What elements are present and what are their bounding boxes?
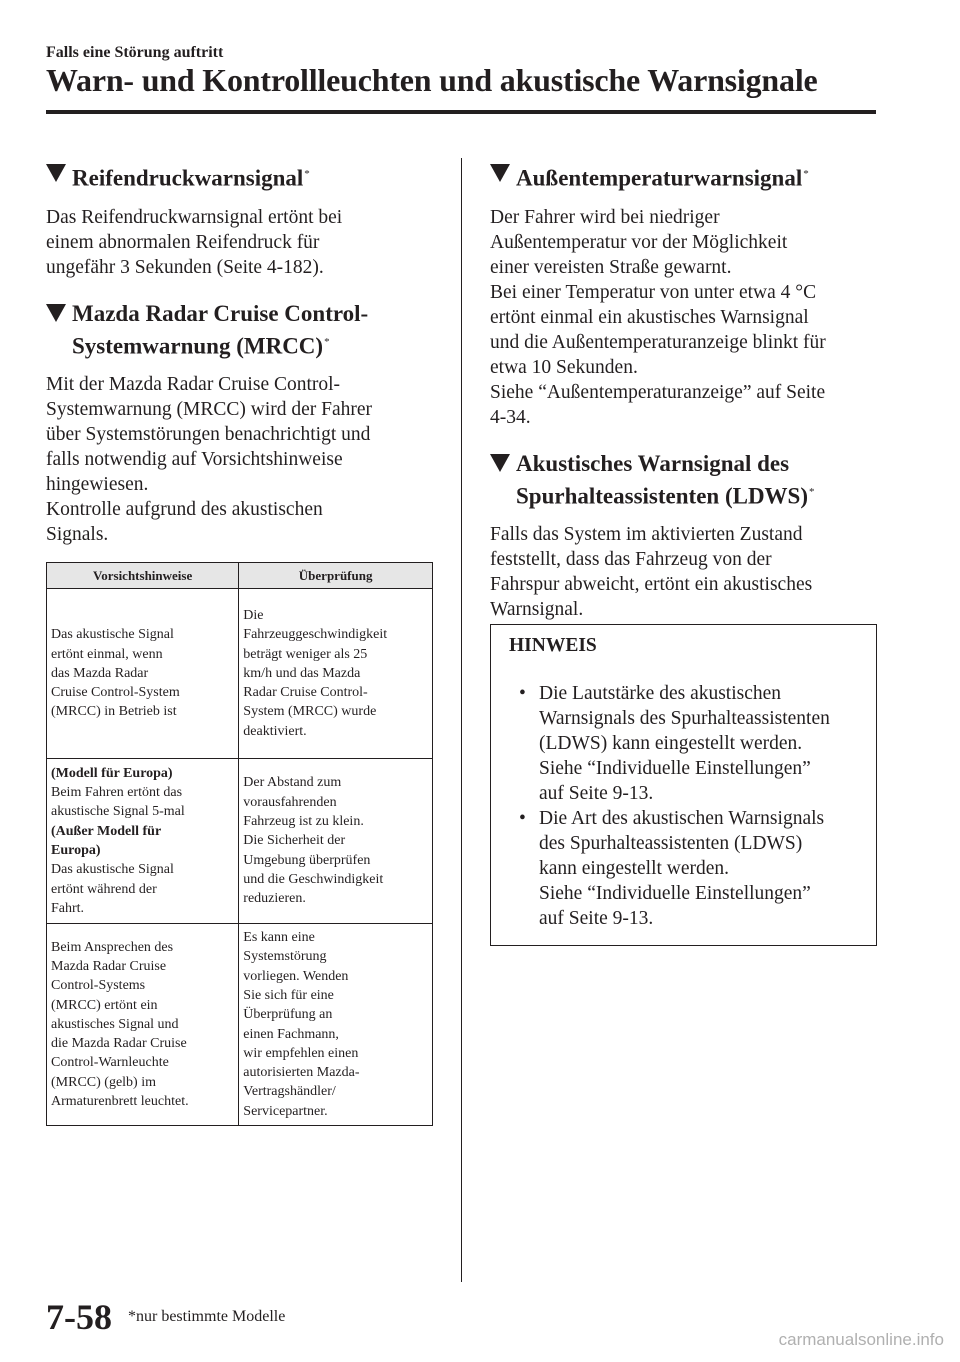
note-item: • Die Art des akustischen Warnsignals des Spurhalteassistenten (LDWS) kann eingestellt werden. Siehe “Individuelle Einstellungen” auf Seite 9-13. — [519, 808, 825, 929]
table-row — [47, 924, 433, 1126]
table-cell: Beim Ansprechen des Mazda Radar Cruise Control-Systems (MRCC) ertönt ein akustisches Signal und die Mazda Radar Cruise Control-Warnleuchte (MRCC) (gelb) im Armaturenbrett leuchtet. — [47, 924, 239, 1126]
right-column — [490, 160, 882, 642]
section-body-aussentemperatur: Der Fahrer wird bei niedriger Außentemperatur vor der Möglichkeit einer vereisten Straße gewarnt. Bei einer Temperatur von unter etwa 4 °C ertönt einmal ein akustisches Warnsignal und die Außentemperaturanzeige blinkt für etwa 10 Sekunden. Siehe “Außentemperaturanzeige” auf Seite 4-34. — [490, 206, 826, 428]
section-body-mrcc: Mit der Mazda Radar Cruise Control- Systemwarnung (MRCC) wird der Fahrer über Systemstörungen benachrichtigt und falls notwendig auf Vorsichtshinweise hingewiesen. Kontrolle aufgrund des akustischen Signals. — [46, 374, 373, 546]
table-row — [47, 759, 433, 924]
table-cell: Das akustische Signal ertönt einmal, wenn das Mazda Radar Cruise Control-System (MRCC) in Betrieb ist — [47, 589, 239, 759]
table-cell: (Modell für Europa) Beim Fahren ertönt das akustische Signal 5-mal (Außer Modell für Europa) Das akustische Signal ertönt während der Fahrt. — [47, 759, 239, 924]
left-column — [46, 160, 438, 567]
table-header-row — [47, 563, 433, 589]
table-header-cell: Überprüfung — [239, 563, 433, 589]
note-item: • Die Lautstärke des akustischen Warnsignals des Spurhalteassistenten (LDWS) kann eingestellt werden. Siehe “Individuelle Einstellungen” auf Seite 9-13. — [519, 683, 830, 804]
watermark: carmanualsonline.info — [778, 1330, 944, 1349]
header-rule — [46, 110, 876, 114]
triangle-down-icon — [490, 454, 510, 472]
section-body-reifendruck: Das Reifendruckwarnsignal ertönt bei einem abnormalen Reifendruck für ungefähr 3 Sekunden (Seite 4-182). — [46, 206, 343, 278]
page-title: Warn- und Kontrollleuchten und akustische Warnsignale — [46, 62, 818, 98]
table-cell: Die Fahrzeuggeschwindigkeit beträgt weniger als 25 km/h und das Mazda Radar Cruise Control- System (MRCC) wurde deaktiviert. — [239, 589, 433, 759]
footnote: *nur bestimmte Modelle — [128, 1308, 286, 1325]
page-number: 7-58 — [46, 1297, 112, 1337]
section-heading-aussentemperatur: Außentemperaturwarnsignal* — [490, 160, 882, 193]
section-heading-reifendruck: Reifendruckwarnsignal* — [46, 160, 438, 193]
column-divider — [461, 158, 462, 1282]
section-heading-mrcc: Mazda Radar Cruise Control- Systemwarnung (MRCC)* — [46, 300, 438, 361]
section-heading-ldws: Akustisches Warnsignal des Spurhalteassistenten (LDWS)* — [490, 450, 882, 511]
bullet-icon: • — [519, 683, 526, 704]
triangle-down-icon — [46, 304, 66, 322]
triangle-down-icon — [46, 164, 66, 182]
bullet-icon: • — [519, 808, 526, 829]
chapter-subtitle: Falls eine Störung auftritt — [46, 44, 224, 61]
table-header-cell: Vorsichtshinweise — [47, 563, 239, 589]
table-cell: Der Abstand zum vorausfahrenden Fahrzeug ist zu klein. Die Sicherheit der Umgebung überprüfen und die Geschwindigkeit reduzieren. — [239, 759, 433, 924]
note-box — [490, 624, 877, 946]
note-title: HINWEIS — [509, 635, 597, 656]
mrcc-warning-table — [46, 562, 433, 1126]
triangle-down-icon — [490, 164, 510, 182]
section-body-ldws: Falls das System im aktivierten Zustand feststellt, dass das Fahrzeug von der Fahrspur abweicht, ertönt ein akustisches Warnsignal. — [490, 524, 813, 621]
table-row — [47, 589, 433, 759]
table-cell: Es kann eine Systemstörung vorliegen. Wenden Sie sich für eine Überprüfung an einen Fachmann, wir empfehlen einen autorisierten Mazda- Vertragshändler/ Servicepartner. — [239, 924, 433, 1126]
